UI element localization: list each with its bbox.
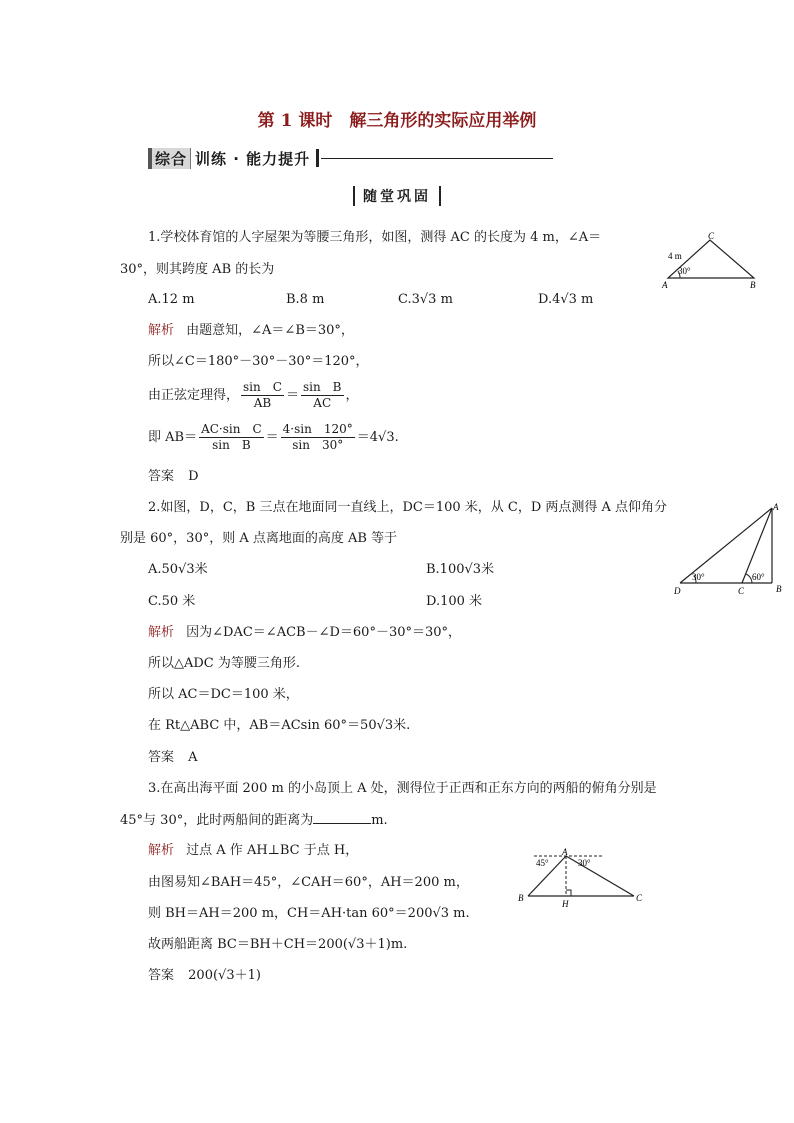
q3-text2-post: m. [371,813,388,828]
section-header [148,146,553,170]
q1-fraction-3 [199,422,264,453]
q2-text-line1: 2.如图，D，C，B 三点在地面同一直线上，DC＝100 米，从 C，D 两点测得 A 点仰角分 [148,500,668,515]
q1-solution-line3: 由正弦定理得， $\frac{\text{sin C}}{AB}$ ＝ $\frac{\text{sin B}}{AC}$ ， [148,380,359,410]
q1-figure [656,230,766,292]
q3-figure [512,844,648,910]
q1-frac4-den: sin 30° [292,438,344,452]
q2-answer-label: 答案 [148,750,175,765]
q2-option-b: B.100√3米 [426,562,495,577]
q2-answer-value: A [188,750,198,765]
q1-option-b: B.8 m [286,292,325,307]
q3-answer-label: 答案 [148,968,175,983]
q1-fraction-2 [301,380,344,411]
section-boxed-label: 综合 [148,148,191,169]
q3-solution-line2: 由图易知∠BAH＝45°，∠CAH＝60°，AH＝200 m， [148,875,469,890]
q3-fig-h: H [562,899,569,909]
q3-answer-blank [313,823,371,824]
q1-fig-c: C [708,231,715,241]
section-label: 训练 · 能力提升 [195,149,311,168]
q1-option-a: A.12 m [148,292,195,307]
q1-fraction-1 [241,380,284,411]
q3-answer-value: 200(√3＋1) [188,968,261,983]
q2-solution-line3: 所以 AC＝DC＝100 米， [148,687,299,702]
q1-text-line1: 1.学校体育馆的人字屋架为等腰三角形，如图，测得 AC 的长度为 4 m，∠A＝ [148,230,602,245]
q2-fig-angle-d: 30° [692,572,705,582]
q1-frac4-num: 4·sin 120° [282,422,353,436]
q1-fig-a: A [662,280,668,290]
q1-solution-line4: 即 AB＝ $\frac{\text{AC·sin C}}{\text{sin B}}$ ＝ $\frac{4\cdot\sin 120^\circ}{\sin 30^\circ}$ ＝4√3. [148,422,399,452]
q2-figure [670,498,786,600]
q1-sol3-pre: 由正弦定理得， [148,388,240,403]
q1-fig-b: B [750,280,756,290]
q1-answer [148,469,199,485]
q2-fig-c: C [738,586,745,596]
q3-text-line1: 3.在高出海平面 200 m 的小岛顶上 A 处，测得位于正西和正东方向的两船的俯角分别是 [148,781,657,796]
q2-solution-text1: 因为∠DAC＝∠ACB－∠D＝60°－30°＝30°， [186,625,462,640]
q3-answer [148,968,261,984]
q3-fig-angle-b: 45° [536,858,549,868]
q3-solution-line3: 则 BH＝AH＝200 m，CH＝AH·tan 60°＝200√3 m. [148,906,470,921]
q3-fig-c: C [636,893,643,903]
q2-fig-angle-c: 60° [752,572,765,582]
q2-solution-line4: 在 Rt△ABC 中，AB＝ACsin 60°＝50√3米. [148,718,411,733]
q1-frac3-den: sin B [212,438,251,452]
section-divider [316,149,319,167]
q2-text-line2: 别是 60°，30°，则 A 点离地面的高度 AB 等于 [120,531,398,546]
subsection-label: 随堂巩固 [353,186,441,206]
q3-solution-text1: 过点 A 作 AH⊥BC 于点 H， [186,843,359,858]
q3-right-angle [566,890,571,896]
q1-sol4-post: ＝4√3. [356,430,399,445]
q2-solution-label: 解析 [148,625,175,640]
q1-answer-label: 答案 [148,469,175,484]
q1-option-d: D.4√3 m [538,292,594,307]
subsection-header [0,186,794,206]
q3-text-line2 [120,813,388,829]
q2-fig-a: A [773,502,779,512]
q3-text2-pre: 45°与 30°，此时两船间的距离为 [120,813,314,828]
q3-solution-line4: 故两船距离 BC＝BH＋CH＝200(√3＋1)m. [148,937,408,952]
q1-fig-side: 4 m [668,251,682,261]
q1-solution-text1: 由题意知，∠A＝∠B＝30°， [186,323,354,338]
q2-option-d: D.100 米 [426,594,483,609]
q1-frac2-num: sin B [302,380,342,394]
page-title: 第 1 课时 解三角形的实际应用举例 [257,111,537,131]
q3-solution-line1 [148,843,358,859]
q1-sol4-pre: 即 AB＝ [148,430,198,445]
q1-solution-label: 解析 [148,323,175,338]
q1-fig-angle: 30° [678,266,691,276]
q1-frac1-num: sin C [243,380,282,394]
q1-frac3-num: AC·sin C [201,422,262,436]
q1-answer-value: D [188,469,199,484]
q1-text-line2: 30°，则其跨度 AB 的长为 [120,262,275,277]
q1-fraction-4 [281,422,355,453]
q2-fig-b: B [776,584,782,594]
q1-solution-line2: 所以∠C＝180°－30°－30°＝120°， [148,354,369,369]
section-rule [321,158,553,159]
q1-frac1-den: AB [253,396,272,410]
q3-fig-b: B [518,893,524,903]
q3-solution-label: 解析 [148,843,175,858]
q2-option-c: C.50 米 [148,594,196,609]
q2-fig-d: D [674,586,681,596]
q2-option-a: A.50√3米 [148,562,208,577]
q1-solution-line1 [148,323,354,339]
q3-fig-angle-c: 30° [578,858,591,868]
q3-line-ac [566,856,634,896]
q2-solution-line2: 所以△ADC 为等腰三角形. [148,656,301,671]
q2-answer [148,750,198,766]
q1-option-c: C.3√3 m [398,292,453,307]
q1-frac2-den: AC [313,396,332,410]
q3-fig-a: A [562,847,568,857]
q2-solution-line1 [148,625,461,641]
